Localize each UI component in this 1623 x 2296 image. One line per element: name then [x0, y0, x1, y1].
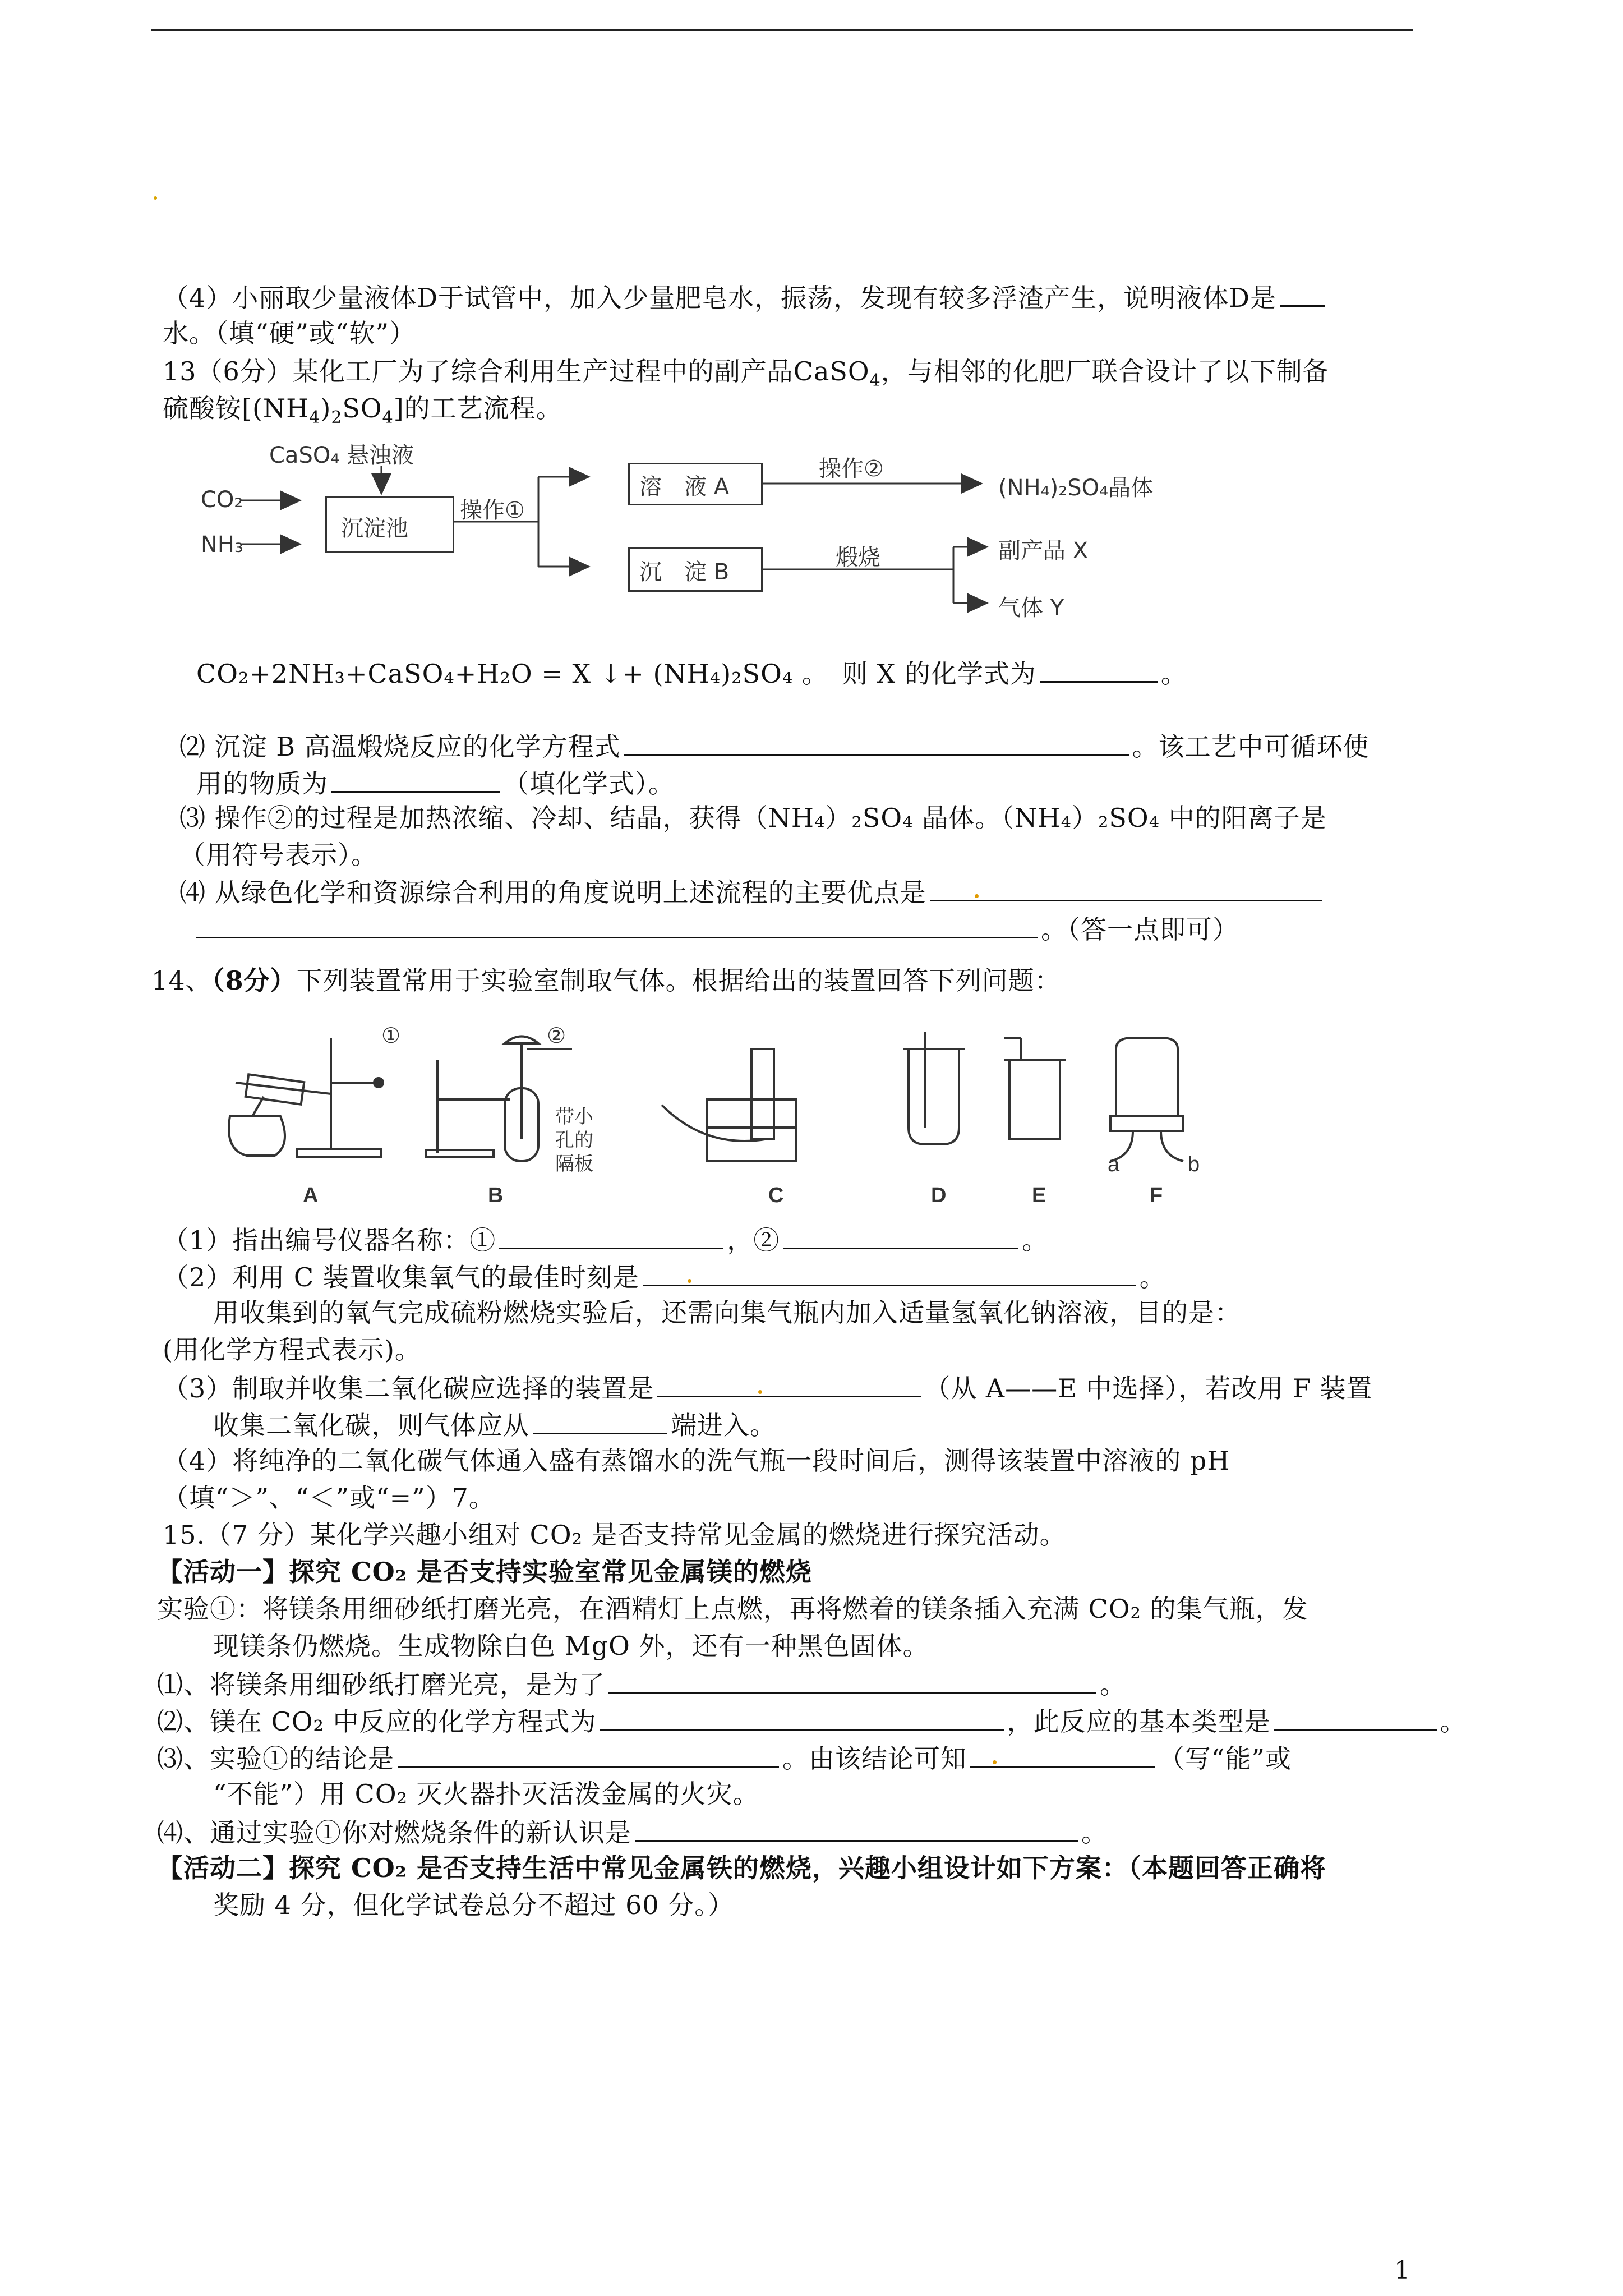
q15-experiment-line2: 现镁条仍燃烧。生成物除白色 MgO 外，还有一种黑色固体。 [213, 1631, 929, 1661]
q14-heading: 14、（8分）下列装置常用于实验室制取气体。根据给出的装置回答下列问题： [151, 965, 1061, 996]
flow-pool-label: 沉淀池 [341, 516, 408, 541]
apparatus-label-d: D [931, 1184, 947, 1207]
header-rule [151, 29, 1413, 31]
flow-precipitate-b-label: 沉 淀 B [639, 559, 730, 585]
q15-experiment-line1: 实验①：将镁条用细砂纸打磨光亮，在酒精灯上点燃，再将燃着的镁条插入充满 CO₂ 的集气瓶，发 [157, 1594, 1308, 1624]
q15-part3-line1: ⑶、实验①的结论是 。由该结论可知 （写“能”或 [157, 1741, 1292, 1774]
flow-op2-label: 操作② [819, 456, 884, 482]
apparatus-label-b: B [488, 1184, 504, 1207]
scan-speck [154, 196, 157, 200]
flow-calcine-label: 煅烧 [836, 545, 880, 570]
q13-part3-line2: （用符号表示）。 [179, 840, 377, 870]
flow-product-label: (NH₄)₂SO₄晶体 [998, 475, 1154, 501]
instrument-number-2: ② [547, 1024, 566, 1048]
q12-part4-line2: 水。（填“硬”或“软”） [163, 318, 416, 348]
q13-heading-line1: 13（6分）某化工厂为了综合利用生产过程中的副产品CaSO$_4$，与相邻的化肥厂联合设计了以下制备 [163, 356, 1329, 390]
answer-blank [643, 1260, 1136, 1286]
apparatus-label-f: F [1150, 1184, 1163, 1207]
q14-part2-line2: 用收集到的氧气完成硫粉燃烧实验后，还需向集气瓶内加入适量氢氧化钠溶液，目的是： [213, 1297, 1241, 1328]
answer-blank [398, 1741, 779, 1768]
apparatus-label-e: E [1032, 1184, 1046, 1207]
q13-part4-line2: 。（答一点即可） [196, 912, 1239, 945]
answer-blank [635, 1815, 1078, 1842]
answer-blank [783, 1223, 1018, 1249]
flow-nh3-label: NH₃ [201, 532, 244, 558]
answer-blank [1280, 280, 1325, 307]
process-flowchart [191, 443, 1284, 628]
apparatus-figure [213, 1024, 1267, 1212]
answer-blank [657, 1371, 921, 1397]
q15-part4: ⑷、通过实验①你对燃烧条件的新认识是 。 [157, 1815, 1108, 1848]
q14-part4-line2: （填“＞”、“＜”或“=”）7。 [163, 1483, 495, 1513]
flow-gas-y-label: 气体 Y [998, 595, 1064, 621]
q15-part3-line2: “不能”）用 CO₂ 灭火器扑灭活泼金属的火灾。 [213, 1779, 759, 1809]
port-b-label: b [1188, 1153, 1200, 1176]
page-number: 1 [1394, 2256, 1410, 2285]
q14-part1: （1）指出编号仪器名称：① ，② 。 [163, 1223, 1048, 1256]
q15-activity2-line1: 【活动二】探究 CO₂ 是否支持生活中常见金属铁的燃烧，兴趣小组设计如下方案：（本题回答正确将 [157, 1853, 1326, 1883]
q15-part2: ⑵、镁在 CO₂ 中反应的化学方程式为 ，此反应的基本类型是 。 [157, 1704, 1467, 1737]
apparatus-label-a: A [303, 1184, 319, 1207]
answer-blank [1040, 656, 1158, 683]
answer-blank [970, 1741, 1155, 1768]
q14-part4-line1: （4）将纯净的二氧化碳气体通入盛有蒸馏水的洗气瓶一段时间后，测得该装置中溶液的 pH [163, 1446, 1230, 1476]
answer-blank [331, 766, 500, 793]
q13-part2-line1: ⑵ 沉淀 B 高温煅烧反应的化学方程式 。该工艺中可循环使 [179, 729, 1370, 762]
q14-part2-line3: (用化学方程式表示)。 [163, 1335, 421, 1365]
flow-co2-label: CO₂ [201, 487, 243, 513]
answer-blank [930, 875, 1322, 901]
apparatus-drawing [213, 1027, 1267, 1212]
partition-label: 带小孔的隔板 [555, 1106, 593, 1175]
answer-blank [533, 1408, 667, 1434]
answer-blank [608, 1667, 1096, 1694]
flow-byproduct-x-label: 副产品 X [998, 538, 1089, 564]
q13-part4-line1: ⑷ 从绿色化学和资源综合利用的角度说明上述流程的主要优点是 [179, 875, 1326, 908]
q14-part2-line1: （2）利用 C 装置收集氧气的最佳时刻是 。 [163, 1260, 1166, 1293]
q14-part3-line2: 收集二氧化碳，则气体应从 端进入。 [213, 1408, 776, 1441]
q13-part2-line2: 用的物质为 （填化学式）。 [196, 766, 675, 799]
answer-blank [1274, 1704, 1437, 1731]
instrument-number-1: ① [381, 1024, 401, 1048]
q14-part3-line1: （3）制取并收集二氧化碳应选择的装置是 （从 A——E 中选择），若改用 F 装置 [163, 1371, 1373, 1404]
q13-heading-line2: 硫酸铵$[(NH_4)_2SO_4]$的工艺流程。 [163, 393, 562, 427]
flow-solution-a-label: 溶 液 A [639, 474, 730, 500]
q15-activity2-line2: 奖励 4 分，但化学试卷总分不超过 60 分。） [213, 1890, 735, 1920]
q15-heading: 15.（7 分）某化学兴趣小组对 CO₂ 是否支持常见金属的燃烧进行探究活动。 [163, 1520, 1066, 1550]
q15-activity1-heading: 【活动一】探究 CO₂ 是否支持实验室常见金属镁的燃烧 [157, 1557, 812, 1587]
answer-blank [499, 1223, 723, 1249]
flow-op1-label: 操作① [460, 498, 525, 523]
q13-part3-line1: ⑶ 操作②的过程是加热浓缩、冷却、结晶，获得（NH₄）₂SO₄ 晶体。（NH₄）₂SO₄ 中的阳离子是 [179, 803, 1327, 833]
apparatus-label-c: C [768, 1184, 784, 1207]
answer-blank [196, 912, 1038, 938]
q12-part4-line1: （4）小丽取少量液体D于试管中，加入少量肥皂水，振荡，发现有较多浮渣产生，说明液体D是 [163, 280, 1328, 314]
answer-blank [624, 729, 1129, 756]
q13-equation-line: CO₂+2NH₃+CaSO₄+H₂O = X ↓+ (NH₄)₂SO₄ 。 则 X 的化学式为 。 [196, 656, 1187, 689]
answer-blank [600, 1704, 1004, 1731]
flow-caso4-label: CaSO₄ 悬浊液 [269, 443, 414, 468]
port-a-label: a [1108, 1153, 1120, 1176]
q15-part1: ⑴、将镁条用细砂纸打磨光亮，是为了 。 [157, 1667, 1126, 1700]
